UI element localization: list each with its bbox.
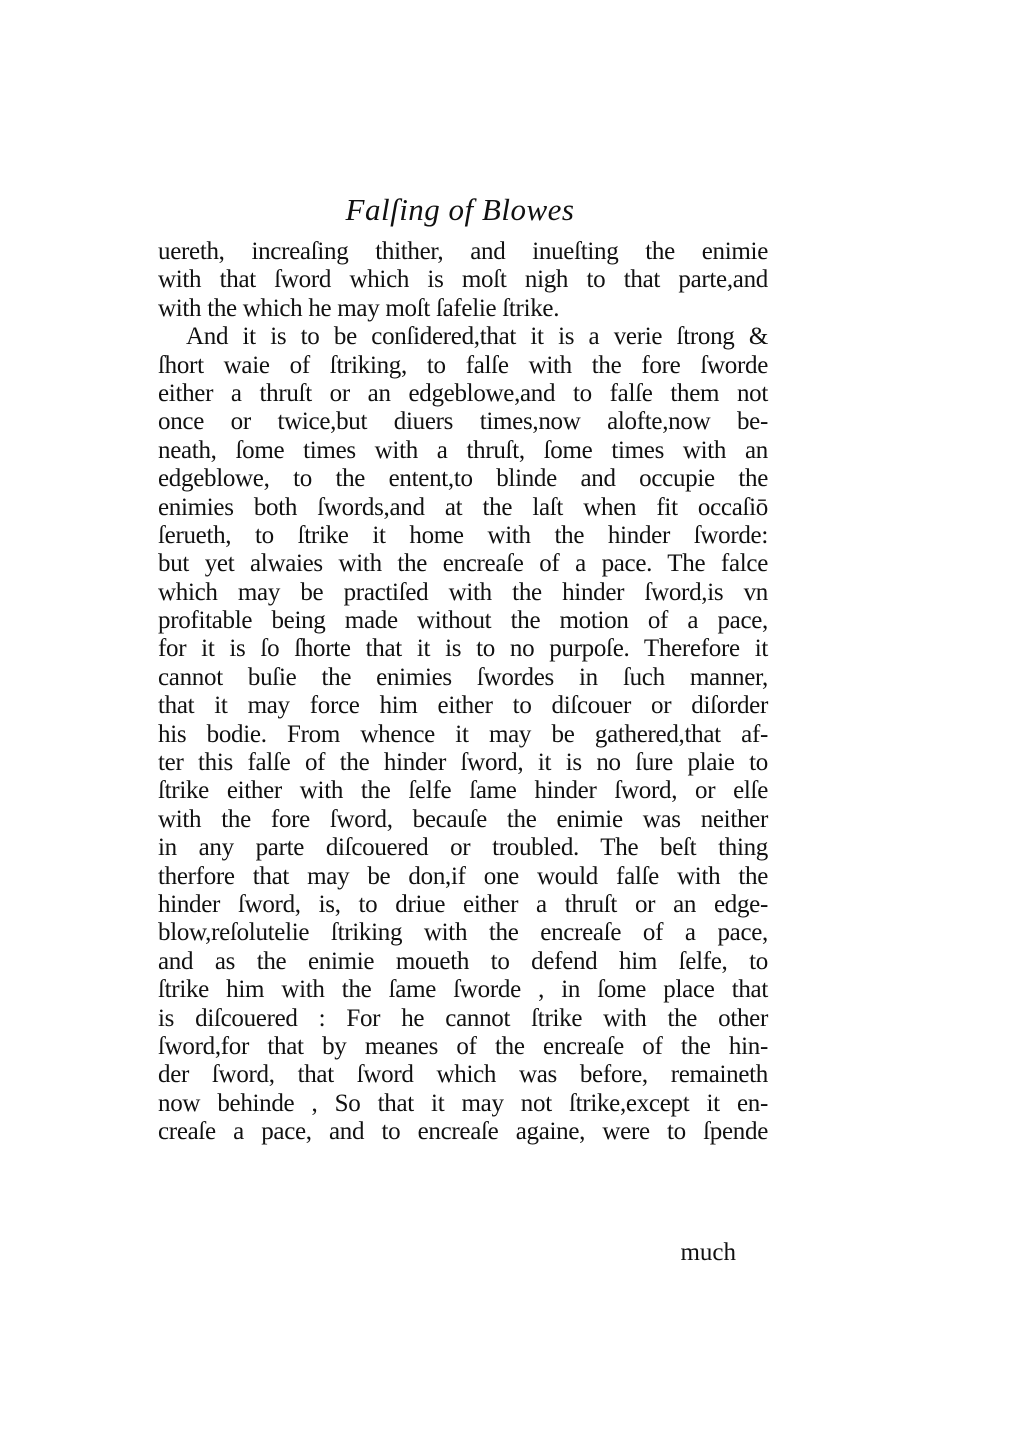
text-line: and as the enimie moueth to defend him ſelfe, to (158, 947, 768, 975)
text-line: ter this falſe of the hinder ſword, it is no ſure plaie to (158, 749, 768, 777)
text-line: creaſe a pace, and to encreaſe againe, were to ſpende (158, 1118, 768, 1146)
text-line: either a thruſt or an edgeblowe,and to falſe them not (158, 379, 768, 407)
text-line: ſword,for that by meanes of the encreaſe of the hin- (158, 1032, 768, 1060)
text-line: profitable being made without the motion of a pace, (158, 607, 768, 635)
text-line: in any parte diſcouered or troubled. The beſt thing (158, 834, 768, 862)
text-line: with the fore ſword, becauſe the enimie was neither (158, 805, 768, 833)
text-line: now behinde , So that it may not ſtrike,except it en- (158, 1089, 768, 1117)
text-line: uereth, increaſing thither, and inueſting the enimie (158, 238, 768, 265)
text-line: ſhort waie of ſtriking, to falſe with the fore ſworde (158, 351, 768, 379)
text-line: cannot buſie the enimies ſwordes in ſuch manner, (158, 663, 768, 691)
text-line: is diſcouered : For he cannot ſtrike with the other (158, 1004, 768, 1032)
text-line: neath, ſome times with a thruſt, ſome times with an (158, 436, 768, 464)
text-line: therfore that may be don,if one would falſe with the (158, 862, 768, 890)
text-line: that it may force him either to diſcouer or diſorder (158, 692, 768, 720)
text-line: ſerueth, to ſtrike it home with the hinder ſworde: (158, 521, 768, 549)
catchword: much (680, 1239, 736, 1266)
body-text (158, 238, 768, 1147)
text-line: his bodie. From whence it may be gathered,that af- (158, 720, 768, 748)
text-line: der ſword, that ſword which was before, remaineth (158, 1061, 768, 1089)
text-line: ſtrike either with the ſelfe ſame hinder ſword, or elſe (158, 777, 768, 805)
text-line: with the which he may moſt ſafelie ſtrike. (158, 294, 560, 322)
text-line: for it is ſo ſhorte that it is to no purpoſe. Therefore it (158, 635, 768, 663)
text-line: once or twice,but diuers times,now alofte,now be- (158, 408, 768, 436)
text-line: edgeblowe, to the entent,to blinde and occupie the (158, 465, 768, 493)
text-line: enimies both ſwords,and at the laſt when fit occaſiō (158, 493, 768, 521)
text-line: which may be practiſed with the hinder ſword,is vn (158, 578, 768, 606)
text-line: with that ſword which is moſt nigh to that parte,and (158, 266, 768, 294)
text-line: but yet alwaies with the encreaſe of a pace. The falce (158, 550, 768, 578)
text-line: ſtrike him with the ſame ſworde , in ſome place that (158, 976, 768, 1004)
text-line: And it is to be conſidered,that it is a verie ſtrong & (186, 323, 768, 351)
running-title: Falſing of Blowes (345, 192, 575, 227)
text-line: blow,reſolutelie ſtriking with the encreaſe of a pace, (158, 919, 768, 947)
text-line: hinder ſword, is, to driue either a thruſt or an edge- (158, 890, 768, 918)
